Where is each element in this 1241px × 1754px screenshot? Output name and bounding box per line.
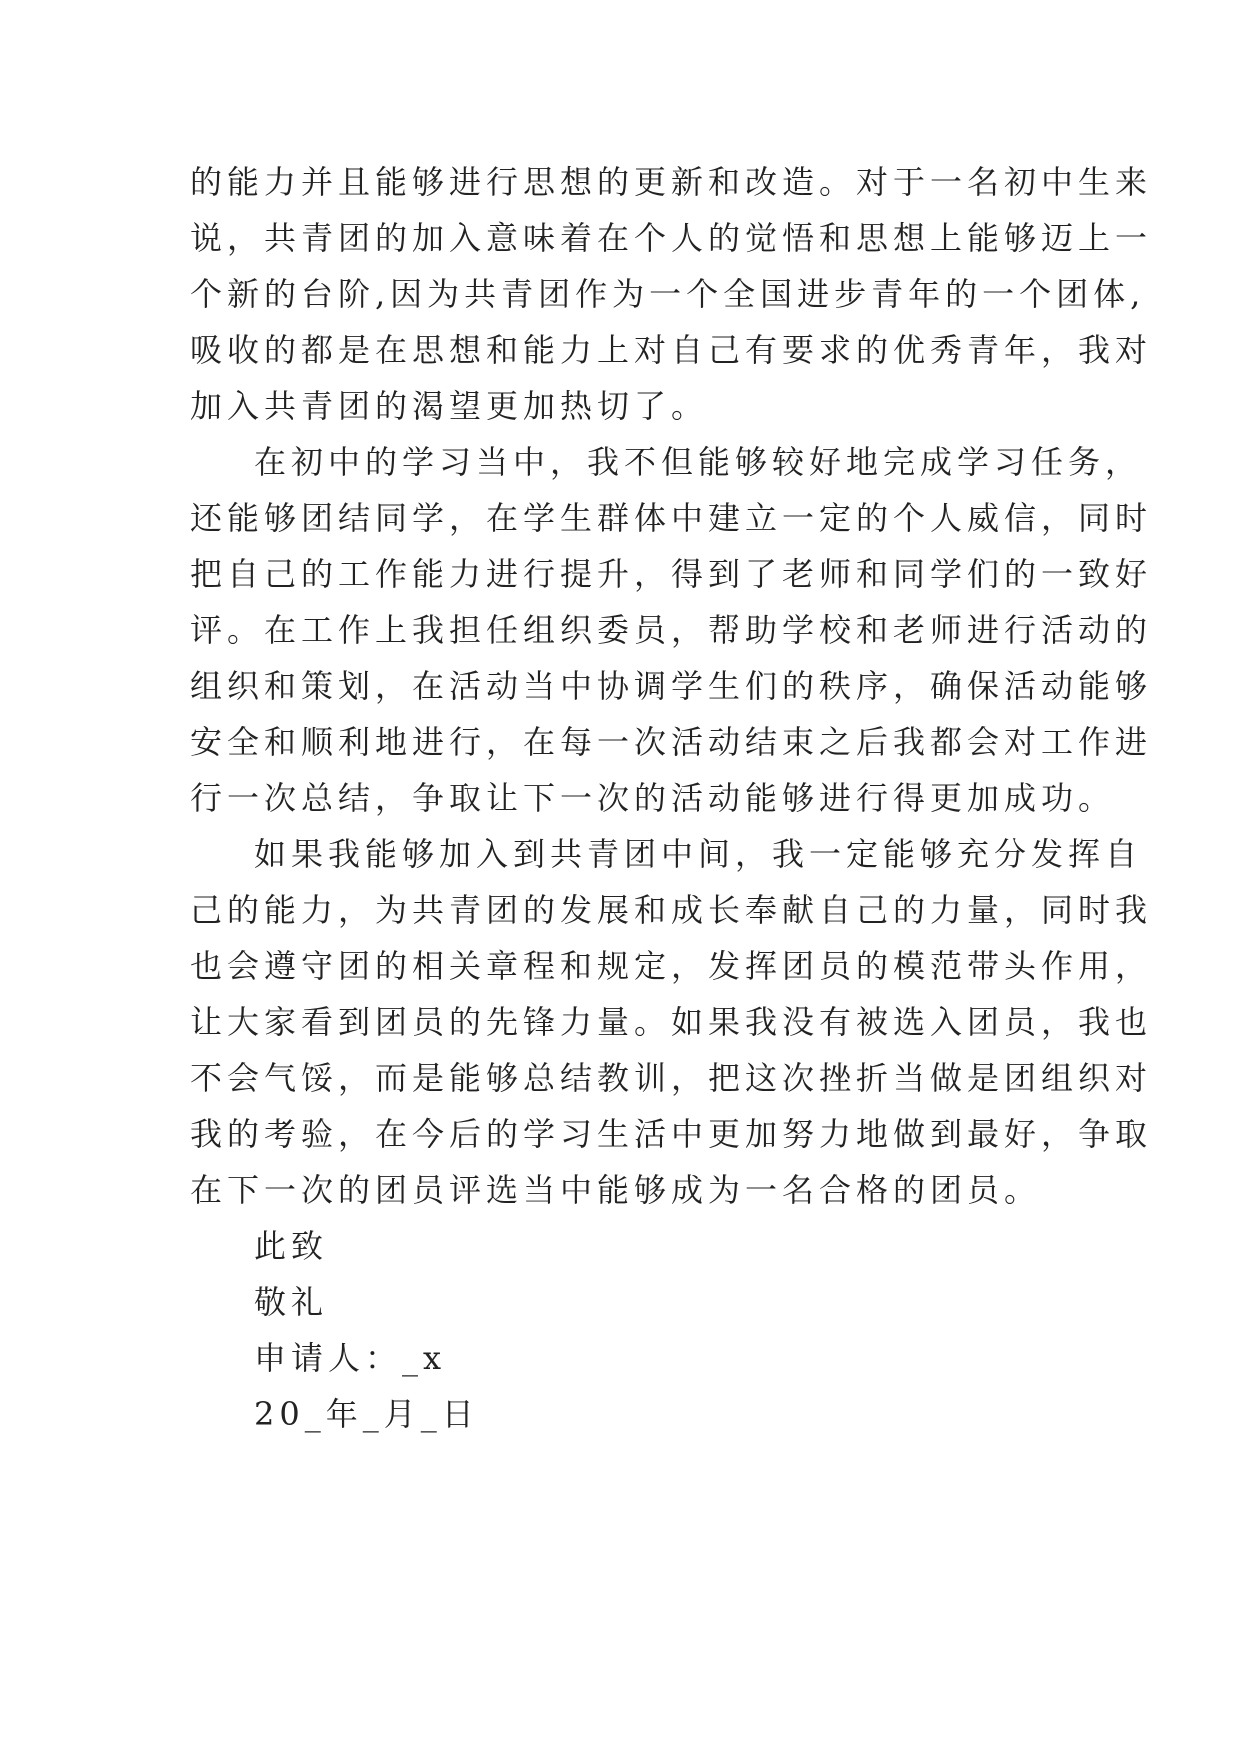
paragraph-line: 安全和顺利地进行，在每一次活动结束之后我都会对工作进 (190, 723, 1153, 761)
paragraph-line: 把自己的工作能力进行提升，得到了老师和同学们的一致好 (190, 555, 1153, 593)
paragraph-line: 我的考验，在今后的学习生活中更加努力地做到最好，争取 (190, 1115, 1153, 1153)
closing-regards: 敬礼 (254, 1283, 329, 1321)
paragraph-line: 吸收的都是在思想和能力上对自己有要求的优秀青年，我对 (190, 331, 1153, 369)
paragraph-line: 加入共青团的渴望更加热切了。 (190, 387, 709, 425)
paragraph-line: 己的能力，为共青团的发展和成长奉献自己的力量，同时我 (190, 891, 1153, 929)
paragraph-line: 评。在工作上我担任组织委员，帮助学校和老师进行活动的 (190, 611, 1153, 649)
paragraph-line: 还能够团结同学，在学生群体中建立一定的个人威信，同时 (190, 499, 1153, 537)
paragraph-line: 在下一次的团员评选当中能够成为一名合格的团员。 (190, 1171, 1042, 1209)
closing-salutation: 此致 (254, 1227, 329, 1265)
paragraph-line: 让大家看到团员的先锋力量。如果我没有被选入团员，我也 (190, 1003, 1153, 1041)
paragraph-line: 个新的台阶,因为共青团作为一个全国进步青年的一个团体, (190, 275, 1146, 313)
paragraph-line: 在初中的学习当中，我不但能够较好地完成学习任务， (254, 443, 1143, 481)
paragraph-line: 的能力并且能够进行思想的更新和改造。对于一名初中生来 (190, 163, 1153, 201)
application-date: 20_年_月_日 (254, 1395, 479, 1433)
paragraph-line: 组织和策划，在活动当中协调学生们的秩序，确保活动能够 (190, 667, 1153, 705)
paragraph-line: 如果我能够加入到共青团中间，我一定能够充分发挥自 (254, 835, 1143, 873)
applicant-signature: 申请人：_x (254, 1339, 447, 1377)
paragraph-line: 也会遵守团的相关章程和规定，发挥团员的模范带头作用， (190, 947, 1153, 985)
paragraph-line: 不会气馁，而是能够总结教训，把这次挫折当做是团组织对 (190, 1059, 1153, 1097)
paragraph-line: 说，共青团的加入意味着在个人的觉悟和思想上能够迈上一 (190, 219, 1153, 257)
paragraph-line: 行一次总结，争取让下一次的活动能够进行得更加成功。 (190, 779, 1116, 817)
